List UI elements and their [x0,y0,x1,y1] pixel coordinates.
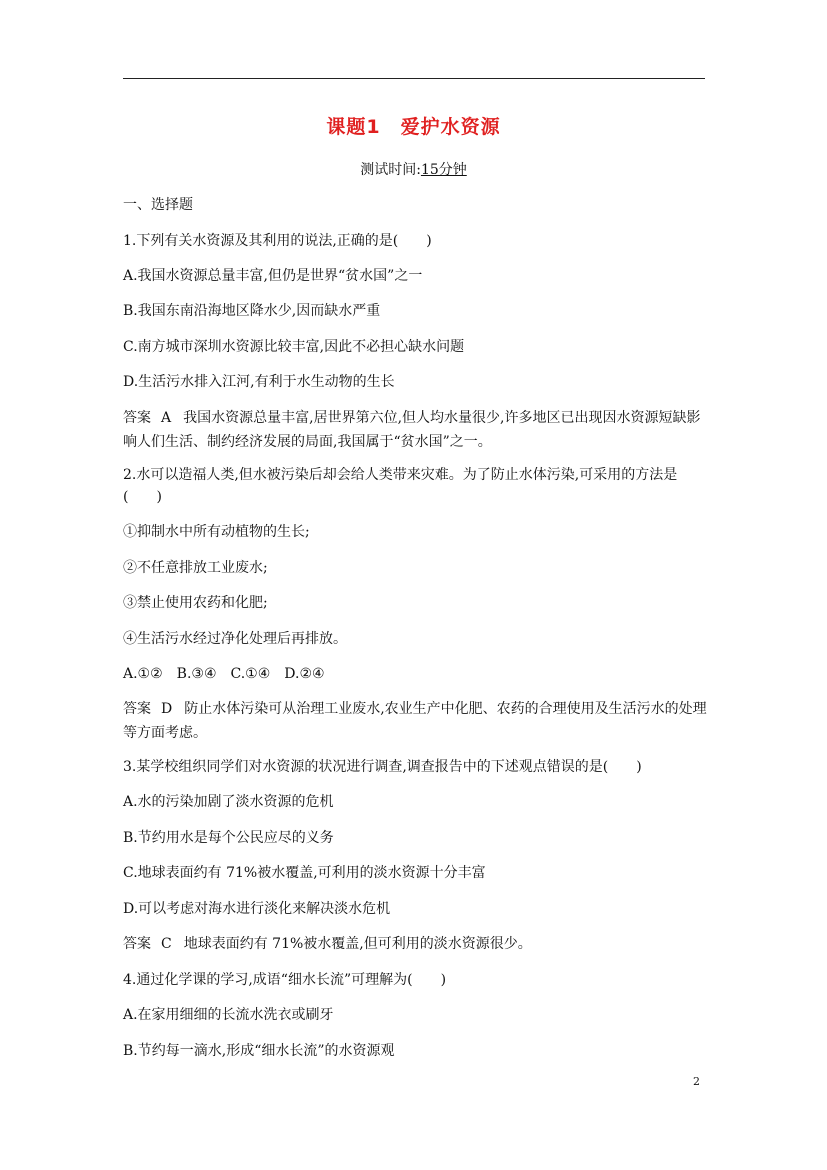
answer-label: 答案 [123,410,151,426]
page-title: 课题1 爱护水资源 [326,116,501,138]
answer-explanation: 我国水资源总量丰富,居世界第六位,但人均水量很少,许多地区已出现因水资源短缺影响人们生活、制约经济发展的局面,我国属于“贫水国”之一。 [123,410,701,450]
answer-label: 答案 [123,701,151,717]
question-1-option-b: B.我国东南沿海地区降水少,因而缺水严重 [123,303,381,319]
header-rule [123,78,705,79]
answer-key: A [161,410,172,426]
question-2-answer [123,697,713,745]
question-1-option-a: A.我国水资源总量丰富,但仍是世界“贫水国”之一 [123,268,423,284]
question-2-stem-line-1: 2.水可以造福人类,但水被污染后却会给人类带来灾难。为了防止水体污染,可采用的方法是 [123,467,678,483]
question-2-stem-line-2: ( ) [123,489,162,505]
question-1-answer [123,406,713,454]
question-3-answer [123,932,713,956]
section-heading: 一、选择题 [123,197,193,213]
question-4-stem: 4.通过化学课的学习,成语“细水长流”可理解为( ) [123,972,447,988]
test-time-label: 测试时间: [360,162,421,178]
question-2-options: A.①② B.③④ C.①④ D.②④ [123,666,325,682]
question-1-option-d: D.生活污水排入江河,有利于水生动物的生长 [123,374,395,390]
answer-explanation: 地球表面约有 71%被水覆盖,但可利用的淡水资源很少。 [183,936,532,952]
question-2-item-3: ③禁止使用农药和化肥; [123,595,268,611]
answer-key: C [161,936,172,952]
question-3-option-c: C.地球表面约有 71%被水覆盖,可利用的淡水资源十分丰富 [123,865,486,881]
question-3-stem: 3.某学校组织同学们对水资源的状况进行调查,调查报告中的下述观点错误的是( ) [123,759,642,775]
question-3-option-a: A.水的污染加剧了淡水资源的危机 [123,794,334,810]
answer-explanation: 防止水体污染可从治理工业废水,农业生产中化肥、农药的合理使用及生活污水的处理等方面考虑。 [123,701,707,741]
question-3-option-b: B.节约用水是每个公民应尽的义务 [123,830,334,846]
question-1-stem: 1.下列有关水资源及其利用的说法,正确的是( ) [123,233,432,249]
question-4-option-b: B.节约每一滴水,形成“细水长流”的水资源观 [123,1043,395,1059]
page-number: 2 [693,1075,700,1088]
question-2-item-2: ②不任意排放工业废水; [123,560,268,576]
question-3-option-d: D.可以考虑对海水进行淡化来解决淡水危机 [123,901,391,917]
question-2-item-1: ①抑制水中所有动植物的生长; [123,524,310,540]
test-time-value: 15分钟 [420,162,467,178]
test-time [0,159,827,179]
question-1-option-c: C.南方城市深圳水资源比较丰富,因此不必担心缺水问题 [123,339,465,355]
answer-key: D [161,701,173,717]
answer-label: 答案 [123,936,151,952]
question-4-option-a: A.在家用细细的长流水洗衣或刷牙 [123,1007,334,1023]
question-2-item-4: ④生活污水经过净化处理后再排放。 [123,631,347,647]
